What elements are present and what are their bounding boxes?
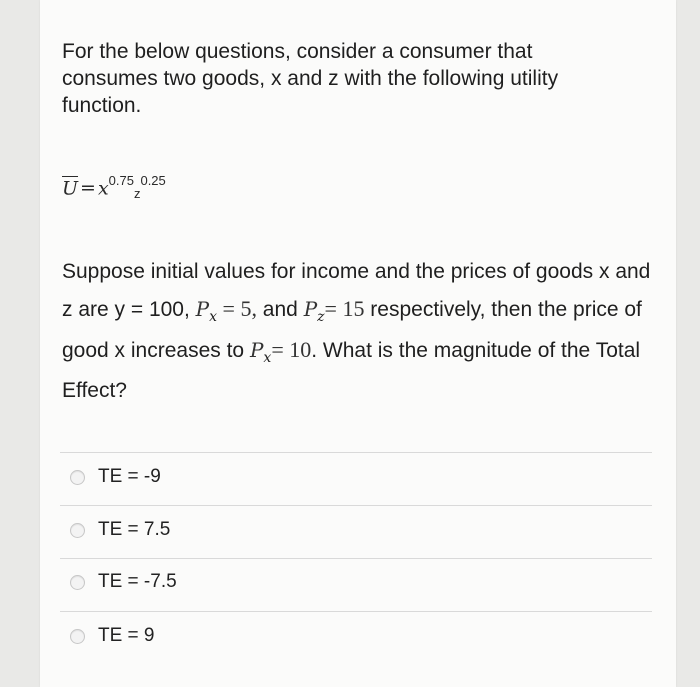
question-intro: For the below questions, consider a consumer that consumes two goods, x and z with the following utility function.	[62, 40, 559, 117]
options-divider	[60, 611, 652, 612]
new-price-x-subscript: x	[263, 350, 272, 366]
radio-button-icon[interactable]	[70, 523, 85, 538]
radio-button-icon[interactable]	[70, 470, 85, 485]
new-price-x-symbol: P	[249, 338, 264, 362]
radio-button-icon[interactable]	[70, 629, 85, 644]
radio-button-icon[interactable]	[70, 575, 85, 590]
options-divider	[60, 505, 652, 506]
answer-option-3[interactable]	[70, 571, 177, 593]
answer-option-4[interactable]	[70, 625, 155, 647]
paragraph-part-2: respectively, then the price of good x increases to	[62, 298, 642, 362]
answer-option-label: TE = 9	[98, 625, 155, 646]
formula-exp-x: 0.75	[108, 173, 134, 188]
price-x-value: = 5,	[217, 296, 257, 321]
answer-option-label: TE = -7.5	[98, 571, 177, 592]
new-price-x-value: = 10	[271, 337, 312, 362]
answer-option-label: TE = 7.5	[98, 519, 171, 540]
options-divider	[60, 558, 652, 559]
answer-option-2[interactable]	[70, 519, 170, 541]
formula-exp-z: 0.25	[140, 173, 166, 188]
answer-option-1[interactable]	[70, 466, 161, 488]
paragraph-part-1: Suppose initial values for income and the prices of goods x and z are y = 100,	[62, 260, 651, 321]
utility-symbol: $\overline{U}$	[62, 177, 79, 200]
price-z-value: = 15	[324, 296, 365, 321]
formula-equals: =	[80, 177, 96, 200]
and-text: and	[256, 298, 304, 321]
formula-base-z: z	[133, 186, 141, 202]
options-divider-top	[60, 452, 652, 453]
price-z-subscript: z	[317, 309, 325, 325]
utility-formula	[62, 173, 166, 202]
formula-base-x: x	[97, 177, 109, 200]
paragraph-part-3: . What is the magnitude of the Total Effect?	[62, 339, 641, 402]
answer-option-label: TE = -9	[98, 466, 161, 487]
price-x-symbol: P	[195, 297, 210, 321]
question-card	[40, 0, 676, 687]
price-z-symbol: P	[303, 297, 318, 321]
question-paragraph	[62, 253, 652, 409]
price-x-subscript: x	[209, 309, 218, 325]
